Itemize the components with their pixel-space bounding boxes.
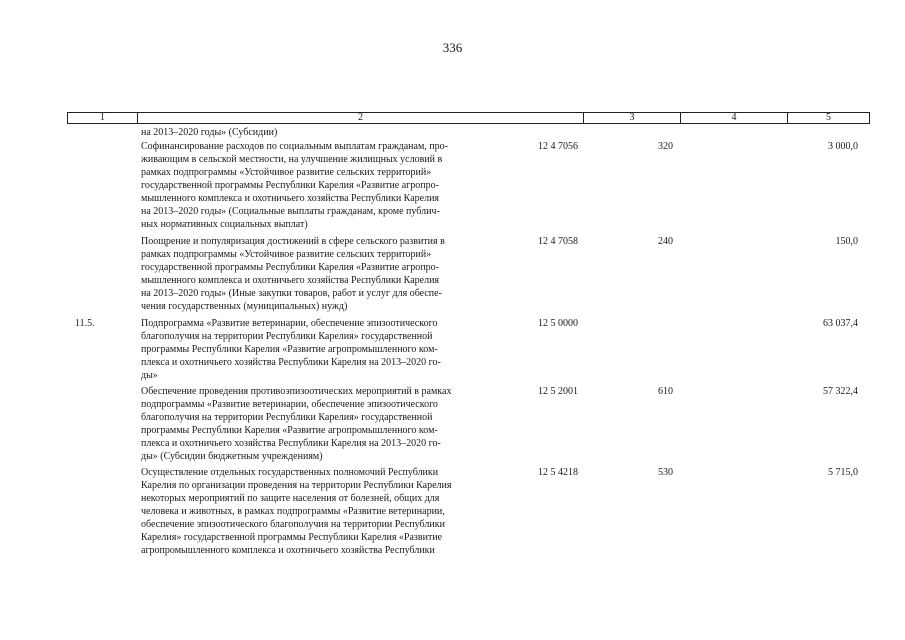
- row-expense-type: 240: [658, 236, 673, 247]
- row-expense-type: 530: [658, 467, 673, 478]
- column-header-1: 1: [100, 112, 105, 123]
- row-expense-type: 610: [658, 386, 673, 397]
- column-header-4: 4: [731, 112, 737, 123]
- table-header: [67, 112, 870, 124]
- row-amount: 57 322,4: [823, 386, 858, 397]
- row-code: 12 4 7056: [538, 141, 578, 152]
- row-description: Подпрограмма «Развитие ветеринарии, обеспечение эпизоотического благополучия на территории Республики Карелия» государственной программы Республики Карелия «Развитие агропромышленного ком- плекса и охотничьего хозяйства Республики Карелия на 2013–2020 го- ды»: [141, 318, 441, 381]
- row-code: 12 4 7058: [538, 236, 578, 247]
- row-amount: 63 037,4: [823, 318, 858, 329]
- column-header-5: 5: [826, 112, 831, 123]
- row-amount: 3 000,0: [828, 141, 858, 152]
- row-description: Обеспечение проведения противоэпизоотических мероприятий в рамках подпрограммы «Развитие ветеринарии, обеспечение эпизоотического благополучия на территории Республики Карелия» государственной программы Республики Карелия «Развитие агропромышленного ком- плекса и охотничьего хозяйства Республики Карелия на 2013–2020 го- ды» (Субсидии бюджетным учреждениям): [141, 386, 452, 462]
- row-description: на 2013–2020 годы» (Субсидии): [141, 127, 278, 138]
- row-expense-type: 320: [658, 141, 673, 152]
- row-number: 11.5.: [75, 318, 95, 329]
- row-amount: 150,0: [835, 236, 858, 247]
- row-code: 12 5 2001: [538, 386, 578, 397]
- column-header-2: 2: [358, 112, 363, 123]
- row-description: Софинансирование расходов по социальным выплатам гражданам, про- живающим в сельской местности, на улучшение жилищных условий в рамках подпрограммы «Устойчивое развитие сельских территорий» государственной программы Республики Карелия «Развитие агропро- мышленного комплекса и охотничьего хозяйства Республики Карелия на 2013–2020 годы» (Социальные выплаты гражданам, кроме публич- ных нормативных социальных выплат): [141, 141, 448, 230]
- column-header-3: 3: [629, 112, 635, 123]
- page-number: 336: [442, 40, 463, 55]
- row-code: 12 5 4218: [538, 467, 578, 478]
- row-description: Поощрение и популяризация достижений в сфере сельского развития в рамках подпрограммы «Устойчивое развитие сельских территорий» государственной программы Республики Карелия «Развитие агропро- мышленного комплекса и охотничьего хозяйства Республики Карелия на 2013–2020 годы» (Иные закупки товаров, работ и услуг для обеспе- чения государственных (муниципальных) нужд): [141, 236, 445, 312]
- row-description: Осуществление отдельных государственных полномочий Республики Карелия по организации проведения на территории Республики Карелия некоторых мероприятий по защите населения от болезней, общих для человека и животных, в рамках подпрограммы «Развитие ветеринарии, обеспечение эпизоотического благополучия на территории Республики Карелия» государственной программы Республики Карелия «Развитие агропромышленного комплекса и охотничьего хозяйства Республики: [141, 467, 452, 556]
- row-amount: 5 715,0: [828, 467, 858, 478]
- row-code: 12 5 0000: [538, 318, 578, 329]
